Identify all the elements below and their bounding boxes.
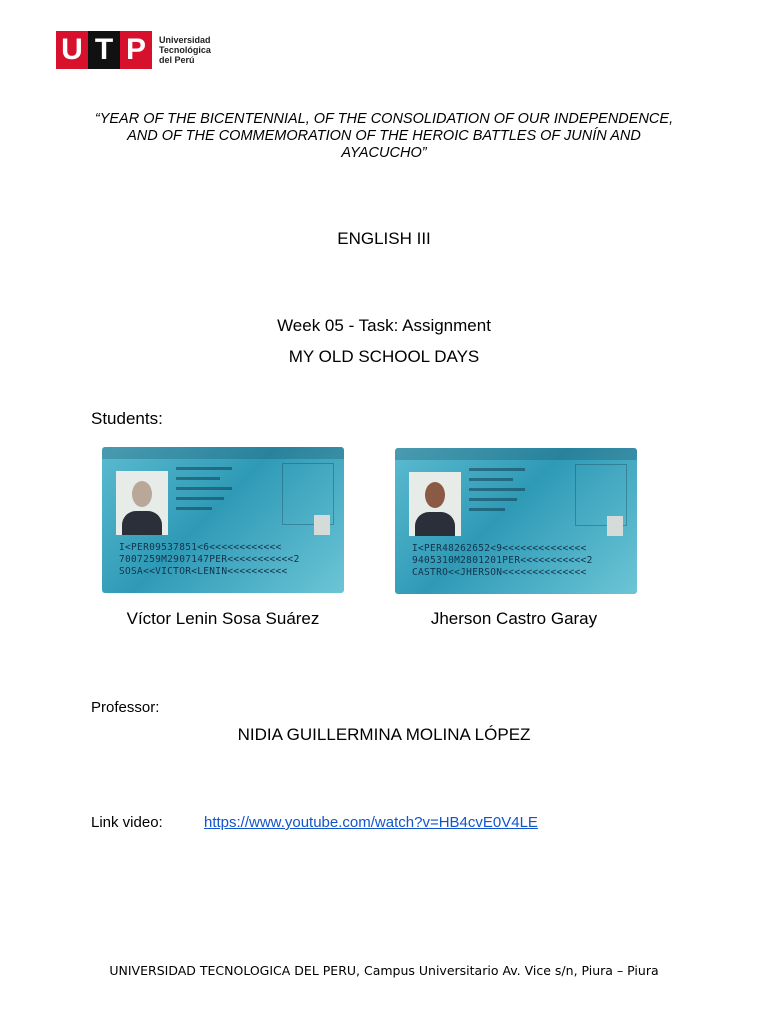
logo-letter-u: U: [56, 31, 88, 69]
id-mini-photo: [314, 515, 330, 535]
mrz-line: CASTRO<<JHERSON<<<<<<<<<<<<<<: [412, 567, 587, 578]
logo-text-line: del Perú: [159, 55, 195, 65]
id-card-header: [102, 447, 344, 459]
mrz-line: 9405310M2801201PER<<<<<<<<<<<2: [412, 555, 593, 566]
id-mrz: [412, 543, 632, 579]
mrz-line: I<PER48262652<9<<<<<<<<<<<<<<: [412, 543, 587, 554]
assignment-title: MY OLD SCHOOL DAYS: [288, 347, 480, 366]
professor-name: NIDIA GUILLERMINA MOLINA LÓPEZ: [237, 725, 531, 744]
id-text-lines: [176, 467, 256, 517]
id-mrz: [119, 542, 339, 578]
logo-letter-t: T: [88, 31, 120, 69]
mrz-line: 7007259M2907147PER<<<<<<<<<<<2: [119, 554, 300, 565]
logo-letter-p: P: [120, 31, 152, 69]
course-name: ENGLISH III: [337, 229, 431, 248]
mrz-line: SOSA<<VICTOR<LENIN<<<<<<<<<<: [119, 566, 288, 577]
student-id-card: [395, 448, 637, 594]
logo-text-line: Universidad: [159, 35, 211, 45]
link-video-label: Link video:: [91, 814, 163, 831]
photo-head: [425, 482, 445, 508]
student-name: Jherson Castro Garay: [430, 609, 598, 628]
student-id-card: [102, 447, 344, 593]
id-photo: [409, 472, 461, 536]
photo-head: [132, 481, 152, 507]
photo-body: [415, 512, 455, 536]
students-label: Students:: [91, 409, 163, 428]
professor-label: Professor:: [91, 699, 160, 716]
week-task: Week 05 - Task: Assignment: [277, 316, 491, 335]
student-name: Víctor Lenin Sosa Suárez: [126, 609, 320, 628]
photo-body: [122, 511, 162, 535]
page-footer: UNIVERSIDAD TECNOLOGICA DEL PERU, Campus Universitario Av. Vice s/n, Piura – Piura: [109, 963, 659, 978]
id-mini-photo: [607, 516, 623, 536]
mrz-line: I<PER09537851<6<<<<<<<<<<<<: [119, 542, 282, 553]
id-text-lines: [469, 468, 549, 518]
id-photo: [116, 471, 168, 535]
logo-text-line: Tecnológica: [159, 45, 211, 55]
year-motto: “YEAR OF THE BICENTENNIAL, OF THE CONSOLIDATION OF OUR INDEPENDENCE, AND OF THE COMMEMORATION OF THE HEROIC BATTLES OF JUNÍN AND AYACUCHO”: [94, 111, 674, 161]
id-card-header: [395, 448, 637, 460]
video-link[interactable]: https://www.youtube.com/watch?v=HB4cvE0V4LE: [204, 814, 538, 831]
logo-text: [159, 35, 211, 65]
utp-logo: [56, 31, 211, 69]
